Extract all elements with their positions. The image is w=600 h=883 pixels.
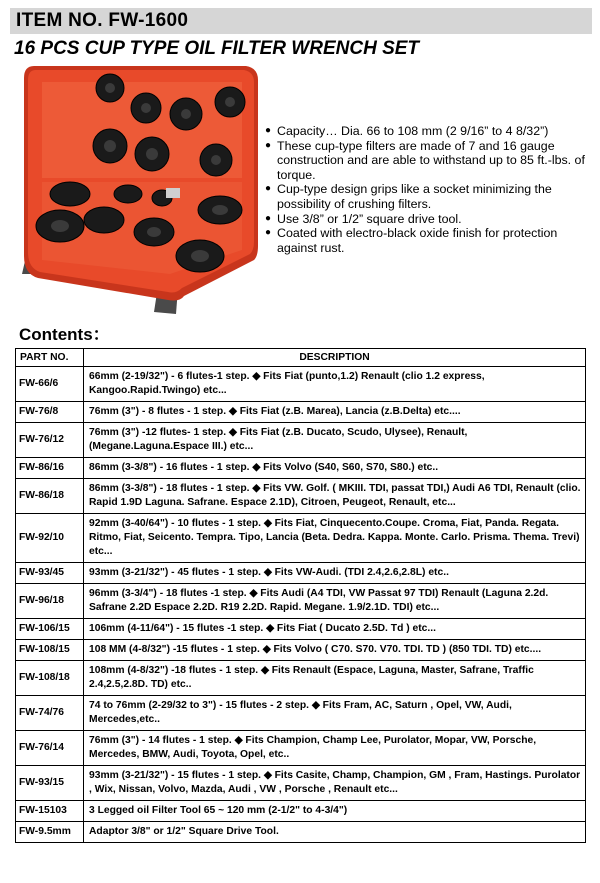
part-number: FW-76/14 [16, 731, 84, 766]
part-number: FW-86/18 [16, 479, 84, 514]
part-description: 108mm (4-8/32") -18 flutes - 1 step. ◆ Fits Renault (Espace, Laguna, Master, Safrane, Traffic 2.4,2.5,2.8D. TD) etc.. [84, 661, 586, 696]
product-title: 16 PCS CUP TYPE OIL FILTER WRENCH SET [14, 38, 420, 59]
part-number: FW-74/76 [16, 696, 84, 731]
part-description: 93mm (3-21/32") - 15 flutes - 1 step. ◆ Fits Casite, Champ, Champion, GM , Fram, Hastings. Purolator , Wix, Nissan, Volvo, Mazda, Audi , VW , Porsche , Renault etc... [84, 766, 586, 801]
table-row [16, 661, 586, 696]
part-number: FW-108/15 [16, 640, 84, 661]
feature-item: ● Capacity… Dia. 66 to 108 mm (2 9/16” to 4 8/32”) [266, 124, 596, 139]
part-number: FW-108/18 [16, 661, 84, 696]
part-description: 106mm (4-11/64") - 15 flutes -1 step. ◆ Fits Fiat ( Ducato 2.5D. Td ) etc... [84, 619, 586, 640]
part-number: FW-66/6 [16, 367, 84, 402]
part-number: FW-76/12 [16, 423, 84, 458]
table-row [16, 766, 586, 801]
part-description: 86mm (3-3/8") - 16 flutes - 1 step. ◆ Fits Volvo (S40, S60, S70, S80.) etc.. [84, 458, 586, 479]
column-header-description: DESCRIPTION [84, 349, 586, 367]
parts-table [15, 348, 586, 843]
part-number: FW-96/18 [16, 584, 84, 619]
part-number: FW-9.5mm [16, 822, 84, 843]
table-row [16, 801, 586, 822]
part-number: FW-106/15 [16, 619, 84, 640]
table-row [16, 402, 586, 423]
part-description: 76mm (3") - 8 flutes - 1 step. ◆ Fits Fiat (z.B. Marea), Lancia (z.B.Delta) etc.... [84, 402, 586, 423]
feature-item: ● Cup-type design grips like a socket minimizing the possibility of crushing filters. [266, 182, 596, 211]
feature-item: ● Use 3/8” or 1/2” square drive tool. [266, 212, 596, 227]
part-description: 76mm (3") -12 flutes- 1 step. ◆ Fits Fiat (z.B. Ducato, Scudo, Ulysee), Renault, (Megane.Laguna.Espace III.) etc... [84, 423, 586, 458]
part-description: 66mm (2-19/32") - 6 flutes-1 step. ◆ Fits Fiat (punto,1.2) Renault (clio 1.2 express, Kangoo.Rapid.Twingo) etc... [84, 367, 586, 402]
table-row [16, 696, 586, 731]
part-number: FW-86/16 [16, 458, 84, 479]
part-description: 108 MM (4-8/32") -15 flutes - 1 step. ◆ Fits Volvo ( C70. S70. V70. TDI. TD ) (850 TDI. TD) etc.... [84, 640, 586, 661]
table-row [16, 458, 586, 479]
part-description: Adaptor 3/8" or 1/2" Square Drive Tool. [84, 822, 586, 843]
part-number: FW-92/10 [16, 514, 84, 563]
table-row [16, 619, 586, 640]
part-description: 76mm (3") - 14 flutes - 1 step. ◆ Fits Champion, Champ Lee, Purolator, Mopar, VW, Porsche, Mercedes, BMW, Audi, Toyota, Opel, etc.. [84, 731, 586, 766]
item-number: ITEM NO. FW-1600 [16, 10, 189, 31]
table-row [16, 423, 586, 458]
table-row [16, 584, 586, 619]
part-description: 86mm (3-3/8") - 18 flutes - 1 step. ◆ Fits VW. Golf. ( MKIII. TDI, passat TDI,) Audi A6 TDI, Renault (clio. Rapid 1.9D Laguna. Safrane. Espace 2.1D), Citroen, Peugeot, Renault, etc... [84, 479, 586, 514]
part-number: FW-93/45 [16, 563, 84, 584]
table-row [16, 479, 586, 514]
table-row [16, 563, 586, 584]
table-header-row [16, 349, 586, 367]
part-description: 92mm (3-40/64") - 10 flutes - 1 step. ◆ Fits Fiat, Cinquecento.Coupe. Croma, Fiat, Panda. Regata. Ritmo, Fiat, Seicento. Tempra. Tipo, Lancia (Beta. Dedra. Kappa. Monte. Carlo. Prisma. Thema. Trevi) etc... [84, 514, 586, 563]
part-description: 93mm (3-21/32") - 45 flutes - 1 step. ◆ Fits VW-Audi. (TDI 2.4,2.6,2.8L) etc.. [84, 563, 586, 584]
product-photo [20, 60, 260, 318]
contents-heading: Contents： [19, 325, 110, 344]
table-row [16, 640, 586, 661]
table-row [16, 367, 586, 402]
part-description: 3 Legged oil Filter Tool 65 ~ 120 mm (2-1/2" to 4-3/4") [84, 801, 586, 822]
column-header-part-no: PART NO. [16, 349, 84, 367]
part-description: 74 to 76mm (2-29/32 to 3") - 15 flutes - 2 step. ◆ Fits Fram, AC, Saturn , Opel, VW, Audi, Mercedes,etc.. [84, 696, 586, 731]
part-number: FW-15103 [16, 801, 84, 822]
part-description: 96mm (3-3/4") - 18 flutes -1 step. ◆ Fits Audi (A4 TDI, VW Passat 97 TDI) Renault (Laguna 2.2d. Safrane 2.2D Espace 2.2D. R19 2.2D. Rapid. Megane. 1.9/2.1D. TDI) etc... [84, 584, 586, 619]
table-row [16, 731, 586, 766]
table-row [16, 514, 586, 563]
feature-item: ● These cup-type filters are made of 7 and 16 gauge construction and are able to withstand up to 85 ft.-lbs. of torque. [266, 139, 596, 183]
part-number: FW-76/8 [16, 402, 84, 423]
feature-list [266, 124, 596, 255]
part-number: FW-93/15 [16, 766, 84, 801]
feature-item: ● Coated with electro-black oxide finish for protection against rust. [266, 226, 596, 255]
item-number-bar [10, 8, 592, 34]
table-row [16, 822, 586, 843]
